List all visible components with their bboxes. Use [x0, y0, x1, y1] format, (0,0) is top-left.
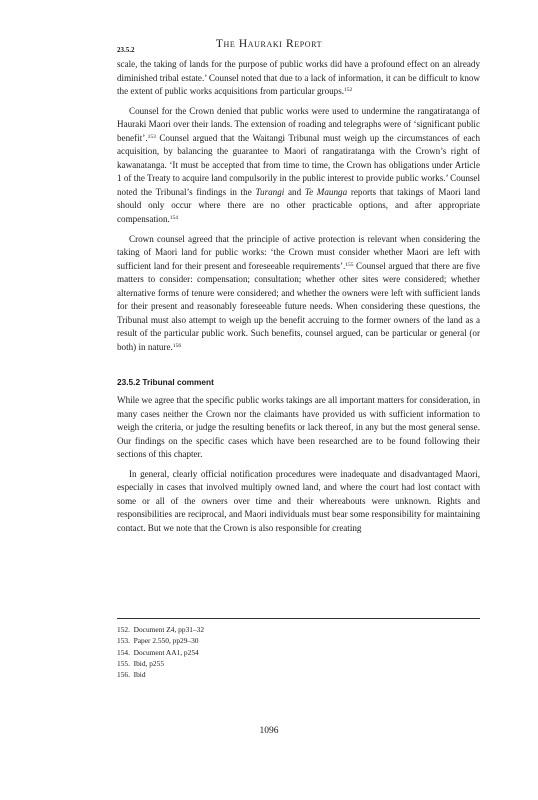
running-header: The Hauraki Report — [215, 38, 323, 50]
footnote-marker: 153 — [147, 133, 156, 140]
paragraph — [117, 394, 480, 462]
text-run: scale, the taking of lands for the purpose of public works did have a profound effect on an already diminished tribal estate.’ Counsel noted that due to a lack of information, it can be difficult to know the extent of public works acquisitions from particular groups. — [117, 59, 480, 97]
footnote — [117, 658, 480, 669]
body-text — [117, 58, 480, 536]
paragraph — [117, 105, 480, 227]
footnotes — [117, 624, 480, 680]
paragraph — [117, 468, 480, 536]
text-run: reports that takings of Maori land should only occur where there are no other practicable options, and after appropriate compensation. — [117, 186, 480, 225]
subsection-title: Tribunal comment — [142, 377, 214, 388]
italic-text: Turangi — [255, 186, 285, 197]
footnote — [117, 635, 480, 646]
text-run: and — [284, 186, 305, 197]
text-run: Counsel for the Crown denied that public works were used to undermine the rangatiratanga of Hauraki Maori over their lands. The extension of roading and telegraphs were of ‘significant public benefit’. — [117, 105, 480, 143]
footnote-divider — [117, 618, 480, 619]
paragraph — [117, 58, 480, 99]
subsection-number: 23.5.2 — [117, 377, 141, 388]
text-run: In general, clearly official notification procedures were inadequate and disadvantaged Maori, especially in cases that involved multiply owned land, and where the court had lost contact with some or all of the owners over time and their whereabouts were unknown. Rights and responsibilities are reciprocal, and Maori individuals must bear some responsibility for maintaining contact. But we note that the Crown is also responsible for creating — [117, 468, 480, 533]
footnote-text: Document AA1, p254 — [133, 647, 199, 657]
footnote — [117, 624, 480, 635]
footnote — [117, 647, 480, 658]
paragraph — [117, 233, 480, 355]
text-run: Crown counsel agreed that the principle of active protection is relevant when considering the taking of Maori land for public works: ‘the Crown must consider whether Maori are left with sufficient land for their present and foreseeable requirements’. — [117, 233, 480, 271]
footnote-text: Ibid, p255 — [133, 658, 165, 668]
footnote-number: 152. — [117, 625, 130, 634]
footnote-marker: 152 — [344, 87, 353, 94]
page-number: 1096 — [259, 726, 279, 736]
text-run: Counsel argued that there are five matters to consider: compensation; consultation; whether other sites were considered; whether alternative forms of tenure were considered; and whether the owners were left with sufficient lands for their present and reasonably foreseeable future needs. When considering these questions, the Tribunal must also attempt to weigh up the benefit accruing to the former owners of the land as a result of the particular public work. Such benefits, counsel argued, can be particular or general (or both) in nature. — [117, 260, 481, 352]
italic-text: Te Maunga — [304, 186, 348, 197]
footnote-number: 153. — [117, 636, 130, 646]
footnote-number: 155. — [117, 658, 130, 668]
footnote — [117, 669, 480, 680]
subsection-heading — [117, 376, 480, 390]
footnote-marker: 154 — [169, 215, 179, 222]
footnote-number: 156. — [117, 670, 130, 680]
footnote-marker: 156 — [172, 342, 182, 349]
footnote-marker: 155 — [345, 261, 354, 268]
footnote-text: Paper 2.550, pp29–30 — [133, 636, 199, 646]
section-number: 23.5.2 — [117, 46, 135, 54]
footnote-text: Document Z4, pp31–32 — [133, 625, 205, 634]
footnote-number: 154. — [117, 647, 130, 657]
text-run: While we agree that the specific public works takings are all important matters for consideration, in many cases neither the Crown nor the claimants have provided us with sufficient information to weigh the criteria, or judge the resulting benefits or lack thereof, in any but the most general sense. Our findings on the specific cases which have been researched are to be found following their sections of this chapter. — [117, 395, 480, 460]
text-run: Counsel argued that the Waitangi Tribunal must weigh up the circumstances of each acquisition, by balancing the guarantee to Maori of rangatiratanga with the Crown’s right of kawanatanga. ‘It must be accepted that from time to time, the Crown has obligations under Article 1 of the Treaty to acquire land compulsorily in the public interest to provide public works.’ Counsel noted the Tribunal’s findings in the — [117, 132, 480, 197]
footnote-text: Ibid — [133, 670, 146, 680]
